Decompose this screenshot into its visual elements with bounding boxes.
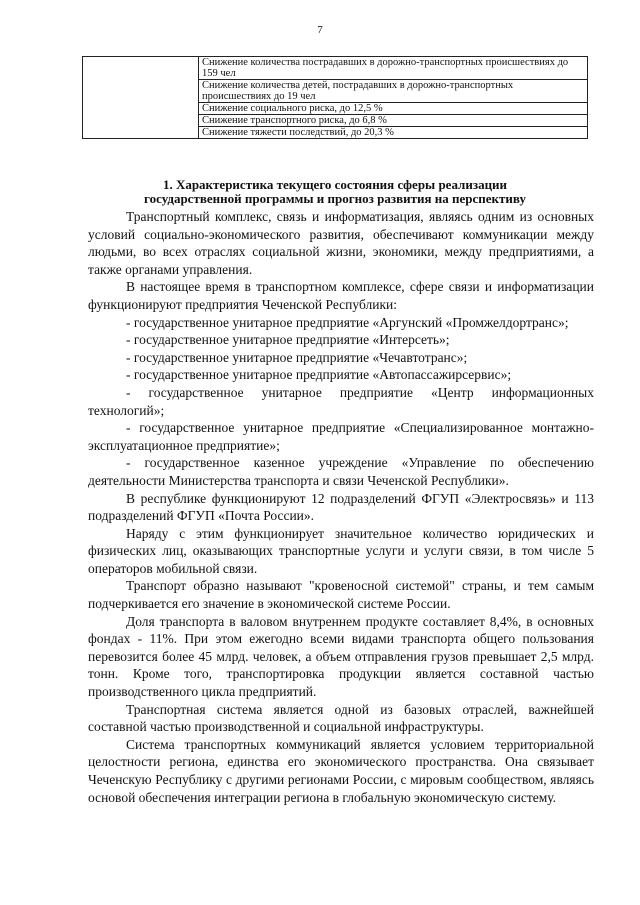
table-cell: Снижение социального риска, до 12,5 % — [199, 103, 588, 115]
table-cell: Снижение количества пострадавших в дорожно-транспортных происшествиях до 159 чел — [199, 57, 588, 80]
page-number: 7 — [317, 24, 323, 36]
paragraph: Транспортная система является одной из базовых отраслей, важнейшей составной частью производственной и социальной инфраструктуры. — [88, 701, 594, 735]
list-item: - государственное унитарное предприятие «Специализированное монтажно-эксплуатационное предприятие»; — [88, 420, 594, 453]
heading-line: государственной программы и прогноз развития на перспективу — [144, 190, 526, 206]
list-item: - государственное унитарное предприятие «Чечавтотранс»; — [126, 349, 468, 365]
paragraph: Транспорт образно называют "кровеносной системой" страны, и тем самым подчеркивается его значение в экономической системе России. — [88, 578, 594, 612]
section-heading — [80, 178, 590, 205]
list-item: - государственное унитарное предприятие «Аргунский «Промжелдортранс»; — [126, 314, 569, 330]
list-item: - государственное унитарное предприятие «Интерсеть»; — [126, 332, 450, 348]
heading-line: 1. Характеристика текущего состояния сферы реализации — [162, 177, 508, 192]
list-item: - государственное казенное учреждение «Управление по обеспечению деятельности Министерства транспорта и связи Чеченской Республики». — [88, 455, 594, 488]
paragraph: Наряду с этим функционирует значительное количество юридических и физических лиц, оказывающих транспортные услуги и услуги связи, в том числе 5 операторов мобильной связи. — [88, 525, 594, 576]
table-cell: Снижение количества детей, пострадавших в дорожно-транспортных происшествиях до 19 чел — [199, 80, 588, 103]
table-row — [83, 57, 588, 80]
list-item: - государственное унитарное предприятие «Центр информационных технологий»; — [88, 384, 594, 418]
paragraph: В настоящее время в транспортном комплексе, сфере связи и информатизации функционируют предприятия Чеченской Республики: — [88, 279, 594, 312]
indicators-table — [82, 56, 588, 139]
table-empty-cell — [83, 57, 199, 139]
table-cell: Снижение транспортного риска, до 6,8 % — [199, 115, 588, 127]
table-cell: Снижение тяжести последствий, до 20,3 % — [199, 127, 588, 139]
paragraph: Доля транспорта в валовом внутреннем продукте составляет 8,4%, в основных фондах - 11%. При этом ежегодно всеми видами транспорта общего пользования перевозится более 45 млрд. человек, а объем отправления грузов превышает 2,5 млрд. тонн. Кроме того, транспортировка продукции является составной частью производственного цикла предприятий. — [88, 613, 594, 700]
body-text — [88, 208, 594, 806]
paragraph: Транспортный комплекс, связь и информатизация, являясь одним из основных условий социально-экономического развития, обеспечивают коммуникации между людьми, во всех отраслях социальной жизни, экономики, между предприятиями, а также органами управления. — [88, 209, 594, 277]
paragraph: Система транспортных коммуникаций является условием территориальной целостности региона, единства его экономического пространства. Она связывает Чеченскую Республику с другими регионами России, с мировым сообществом, являясь основой обеспечения интеграции региона в глобальную экономическую систему. — [88, 736, 594, 805]
paragraph: В республике функционируют 12 подразделений ФГУП «Электросвязь» и 113 подразделений ФГУП «Почта России». — [88, 490, 594, 524]
list-item: - государственное унитарное предприятие «Автопассажирсервис»; — [126, 367, 512, 383]
